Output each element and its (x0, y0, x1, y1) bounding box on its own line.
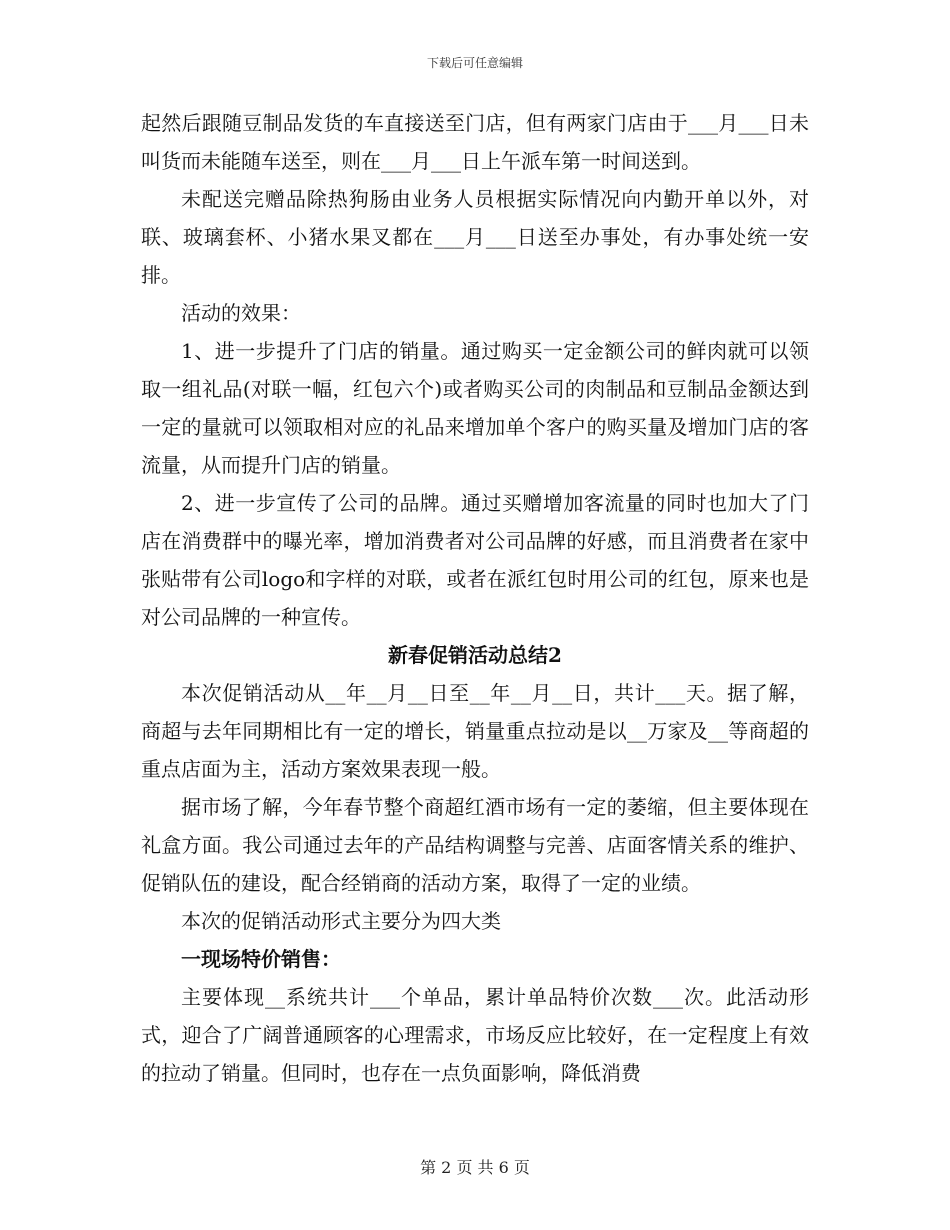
document-body (141, 104, 809, 1092)
subsection-heading: 一现场特价销售： (181, 947, 341, 971)
paragraph-market: 据市场了解，今年春节整个商超红酒市场有一定的萎缩，但主要体现在礼盒方面。我公司通过去年的产品结构调整与完善、店面客情关系的维护、促销队伍的建设，配合经销商的活动方案，取得了一定的业绩。 (141, 795, 809, 895)
paragraph-forms: 本次的促销活动形式主要分为四大类 (181, 909, 501, 933)
section-title: 新春促销活动总结2 (388, 643, 562, 667)
page-header: 下载后可任意编辑 (426, 56, 523, 70)
page-footer: 第 2 页 共 6 页 (420, 1158, 530, 1177)
paragraph-gifts: 未配送完赠品除热狗肠由业务人员根据实际情况向内勤开单以外，对联、玻璃套杯、小猪水果叉都在___月___日送至办事处，有办事处统一安排。 (141, 187, 809, 287)
paragraph-effect-1: 1、进一步提升了门店的销量。通过购买一定金额公司的鲜肉就可以领取一组礼品(对联一幅，红包六个)或者购买公司的肉制品和豆制品金额达到一定的量就可以领取相对应的礼品来增加单个客户的购买量及增加门店的客流量，从而提升门店的销量。 (141, 339, 809, 477)
paragraph-effect-2: 2、进一步宣传了公司的品牌。通过买赠增加客流量的同时也加大了门店在消费群中的曝光率，增加消费者对公司品牌的好感，而且消费者在家中张贴带有公司logo和字样的对联，或者在派红包时用公司的红包，原来也是对公司品牌的一种宣传。 (141, 491, 809, 629)
paragraph-special-price: 主要体现__系统共计___个单品，累计单品特价次数___次。此活动形式，迎合了广阔普通顾客的心理需求，市场反应比较好，在一定程度上有效的拉动了销量。但同时，也存在一点负面影响，降低消费 (141, 985, 809, 1085)
paragraph-delivery: 起然后跟随豆制品发货的车直接送至门店，但有两家门店由于___月___日未叫货而未能随车送至，则在___月___日上午派车第一时间送到。 (141, 111, 809, 173)
paragraph-overview: 本次促销活动从__年__月__日至__年__月__日，共计___天。据了解，商超与去年同期相比有一定的增长，销量重点拉动是以__万家及__等商超的重点店面为主，活动方案效果表现一般。 (141, 681, 809, 781)
paragraph-effects-heading: 活动的效果： (181, 301, 301, 325)
